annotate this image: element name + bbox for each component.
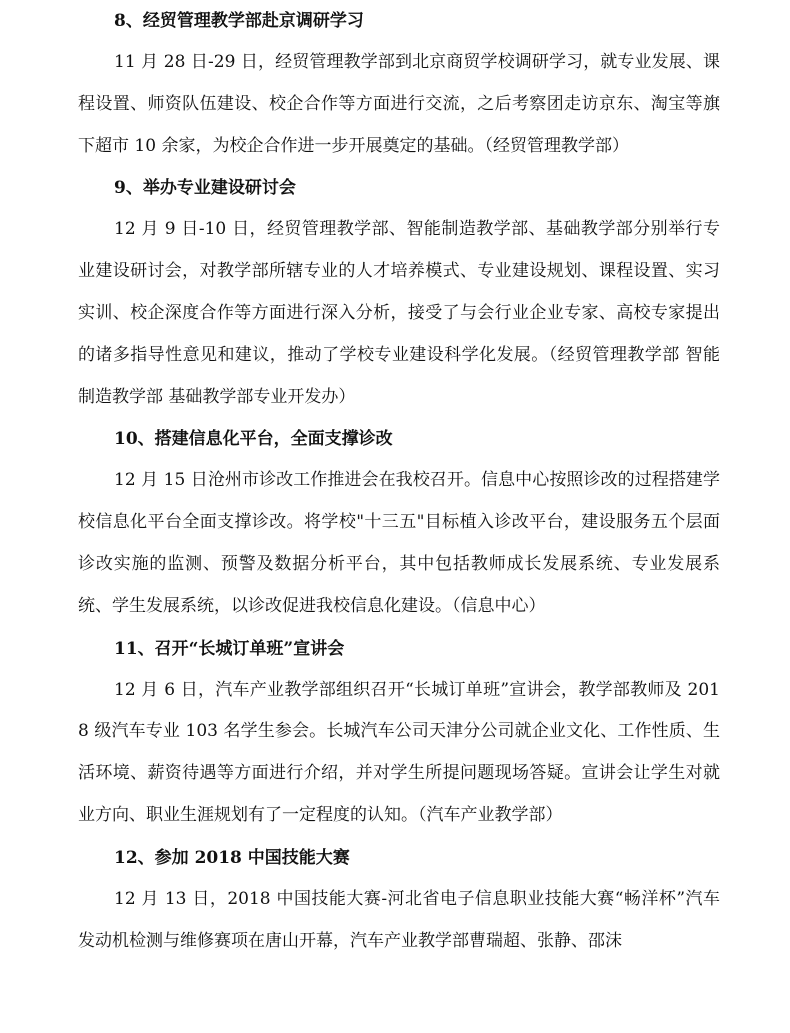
section-heading-12: 12、参加 2018 中国技能大赛 [114, 847, 350, 868]
section-heading-8: 8、经贸管理教学部赴京调研学习 [114, 11, 364, 31]
section-body-8: 11 月 28 日-29 日，经贸管理教学部到北京商贸学校调研学习，就专业发展、课程设置、师资队伍建设、校企合作等方面进行交流，之后考察团走访京东、淘宝等旗下超市 10 余家，为校企合作进一步开展奠定的基础。（经贸管理教学部） [78, 52, 720, 156]
section-body-9: 12 月 9 日-10 日，经贸管理教学部、智能制造教学部、基础教学部分别举行专业建设研讨会，对教学部所辖专业的人才培养模式、专业建设规划、课程设置、实习实训、校企深度合作等方面进行深入分析，接受了与会行业企业专家、高校专家提出的诸多指导性意见和建议，推动了学校专业建设科学化发展。（经贸管理教学部 智能制造教学部 基础教学部专业开发办） [78, 219, 720, 407]
section-body-10: 12 月 15 日沧州市诊改工作推进会在我校召开。信息中心按照诊改的过程搭建学校信息化平台全面支撑诊改。将学校"十三五"目标植入诊改平台，建设服务五个层面诊改实施的监测、预警及数据分析平台，其中包括教师成长发展系统、专业发展系统、学生发展系统，以诊改促进我校信息化建设。（信息中心） [78, 470, 720, 616]
document-page [78, 0, 720, 962]
section-body-11: 12 月 6 日，汽车产业教学部组织召开“长城订单班”宣讲会，教学部教师及 2018 级汽车专业 103 名学生参会。长城汽车公司天津分公司就企业文化、工作性质、生活环境、薪资待遇等方面进行介绍，并对学生所提问题现场答疑。宣讲会让学生对就业方向、职业生涯规划有了一定程度的认知。（汽车产业教学部） [78, 679, 720, 825]
section-heading-11: 11、召开“长城订单班”宣讲会 [114, 638, 345, 659]
section-body-12: 12 月 13 日，2018 中国技能大赛-河北省电子信息职业技能大赛“畅洋杯”汽车发动机检测与维修赛项在唐山开幕，汽车产业教学部曹瑞超、张静、邵沫 [78, 888, 720, 951]
section-heading-10: 10、搭建信息化平台，全面支撑诊改 [114, 429, 393, 450]
section-heading-9: 9、举办专业建设研讨会 [114, 178, 296, 199]
